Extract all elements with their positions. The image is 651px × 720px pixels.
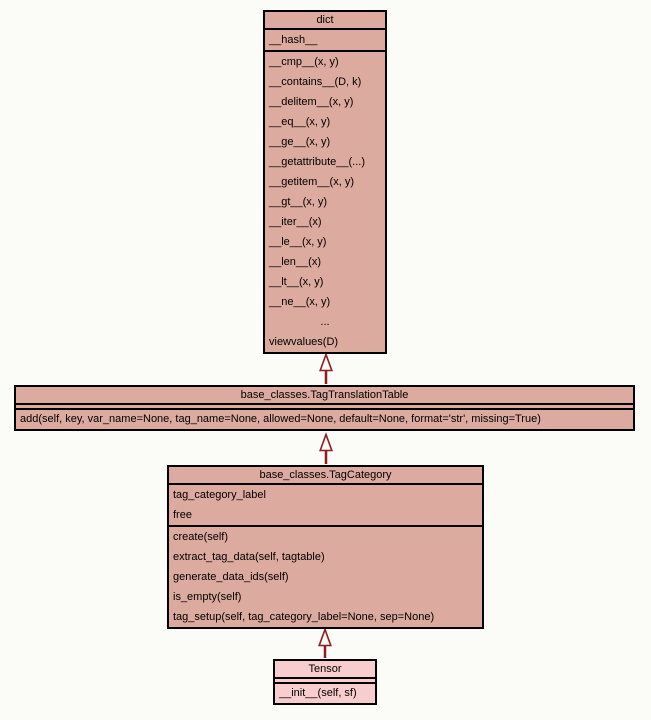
attributes-compartment [169,483,482,525]
class-title: dict [316,14,334,26]
method-row: generate_data_ids(self) [173,571,289,583]
class-title: base_classes.TagTranslationTable [240,389,409,401]
method-row: __gt__(x, y) [269,196,328,208]
inheritance-arrow-tagtranslationtable-to-dict [320,355,332,385]
method-row-ellipsis: ... [320,316,330,328]
methods-compartment [275,682,375,703]
method-row: __contains__(D, k) [269,76,362,88]
attribute-row: __hash__ [269,34,318,46]
inheritance-arrow-tagcategory-to-tagtranslationtable [320,435,332,465]
method-row: viewvalues(D) [269,336,339,348]
method-row: __cmp__(x, y) [269,56,339,68]
attribute-row: free [173,509,192,521]
method-row: __init__(self, sf) [279,687,357,699]
class-box-dict [263,10,387,354]
method-row: create(self) [173,531,229,543]
method-row: extract_tag_data(self, tagtable) [173,551,325,563]
method-row: __iter__(x) [269,216,322,228]
method-row: __delitem__(x, y) [269,96,354,108]
method-row: is_empty(self) [173,591,242,603]
methods-compartment [265,50,385,352]
class-box-tensor [273,659,377,705]
method-row: __le__(x, y) [269,236,327,248]
attributes-compartment [265,28,385,50]
method-row: __ge__(x, y) [269,136,331,148]
method-row: __lt__(x, y) [269,276,324,288]
class-box-tagtranslationtable [14,385,635,431]
method-row: __ne__(x, y) [269,296,331,308]
class-box-tagcategory [167,465,484,629]
method-row: tag_setup(self, tag_category_label=None, sep=None) [173,611,435,623]
method-row: __getitem__(x, y) [269,176,354,188]
class-title: Tensor [308,663,342,675]
methods-compartment [169,525,482,627]
method-row: __eq__(x, y) [269,116,331,128]
inheritance-arrow-tensor-to-tagcategory [319,630,331,659]
method-row: __getattribute__(...) [269,156,366,168]
method-row: __len__(x) [269,256,321,268]
method-row: add(self, key, var_name=None, tag_name=None, allowed=None, default=None, format='str', missing=True) [20,413,541,425]
class-title: base_classes.TagCategory [259,469,392,481]
methods-compartment [16,408,633,429]
attribute-row: tag_category_label [173,489,266,501]
